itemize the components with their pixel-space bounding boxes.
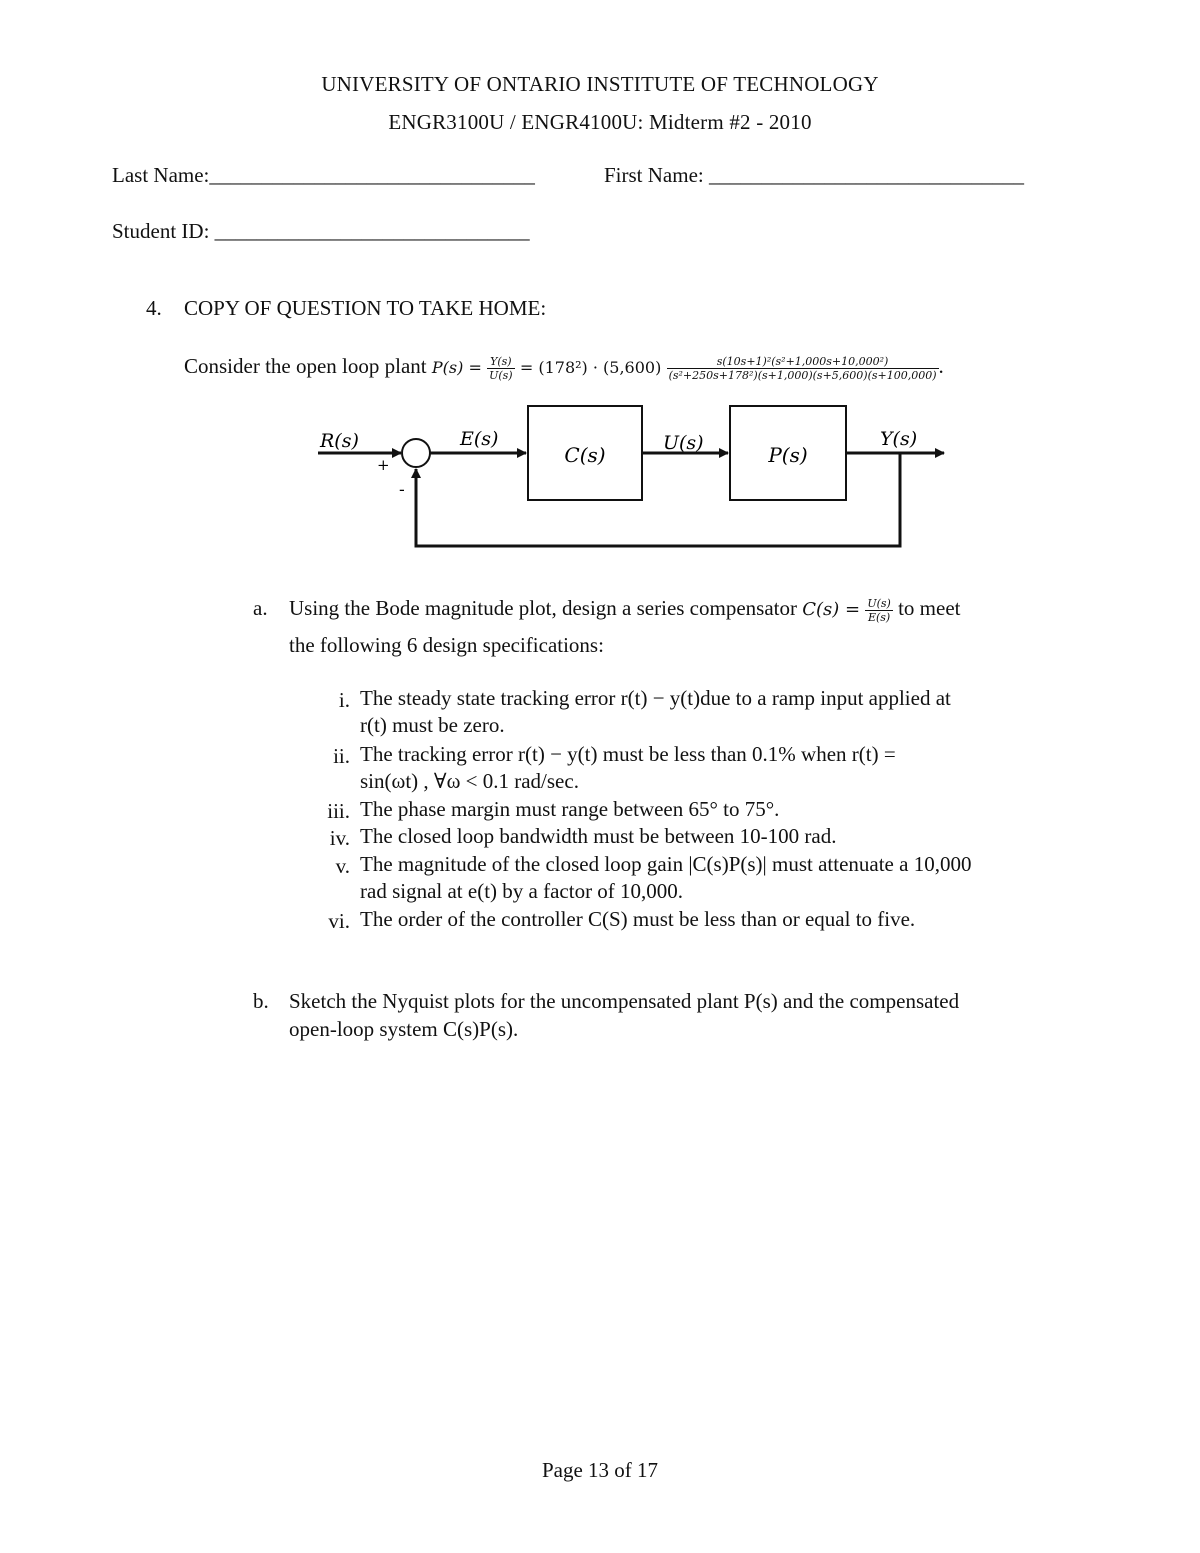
plant-gain: = (178²) · (5,600) <box>519 358 662 377</box>
compensator-numerator: U(s) <box>867 596 891 610</box>
plant-fraction-1 <box>487 356 515 381</box>
spec-number: iv. <box>329 826 350 850</box>
frac1-numerator: Y(s) <box>487 356 515 369</box>
spec-number: v. <box>335 854 350 878</box>
question-number: 4. <box>146 296 162 320</box>
spec-text: The steady state tracking error r(t) − y(t)due to a ramp input applied at <box>360 686 951 710</box>
part-b-line2: open-loop system C(s)P(s). <box>289 1017 519 1041</box>
e-label: E(s) <box>460 428 499 450</box>
spec-list <box>310 688 1110 937</box>
u-label: U(s) <box>663 432 704 454</box>
controller-label: C(s) <box>564 443 606 467</box>
spec-text: The closed loop bandwidth must be between 10-100 rad. <box>360 824 837 848</box>
part-a-line1 <box>289 596 961 623</box>
plant-trailing: . <box>938 354 944 378</box>
course-title: ENGR3100U / ENGR4100U: Midterm #2 - 2010 <box>388 110 812 134</box>
frac1-denominator: U(s) <box>489 368 513 382</box>
spec-text: rad signal at e(t) by a factor of 10,000. <box>360 879 684 903</box>
spec-text: r(t) must be zero. <box>360 713 505 737</box>
spec-number: vi. <box>328 909 350 933</box>
spec-number: i. <box>338 688 350 712</box>
compensator-denominator: E(s) <box>867 610 891 624</box>
question-title: COPY OF QUESTION TO TAKE HOME: <box>184 296 547 320</box>
spec-number: iii. <box>327 799 350 823</box>
part-a-line2: the following 6 design specifications: <box>289 633 604 657</box>
compensator-fraction <box>865 598 893 623</box>
frac2-denominator: (s²+250s+178²)(s+1,000)(s+5,600)(s+100,000) <box>668 368 937 382</box>
spec-item <box>310 909 1110 937</box>
plant-fraction-2 <box>667 356 939 381</box>
part-b-line1: Sketch the Nyquist plots for the uncompensated plant P(s) and the compensated <box>289 989 960 1013</box>
spec-text: The tracking error r(t) − y(t) must be less than 0.1% when r(t) = <box>360 742 896 766</box>
plant-intro: Consider the open loop plant <box>184 354 427 378</box>
minus-sign: - <box>399 480 405 500</box>
first-name-field[interactable]: First Name: ______________________________ <box>604 163 1024 187</box>
spec-item <box>310 826 1110 854</box>
part-a-text: Using the Bode magnitude plot, design a series compensator <box>289 596 797 620</box>
spec-number: ii. <box>333 744 350 768</box>
spec-text: The phase margin must range between 65° to 75°. <box>360 797 780 821</box>
plus-sign: + <box>377 456 390 474</box>
y-label: Y(s) <box>880 428 918 450</box>
spec-item <box>310 744 1110 799</box>
frac2-numerator: s(10s+1)²(s²+1,000s+10,000²) <box>667 356 939 369</box>
spec-text: sin(ωt) , ∀ω < 0.1 rad/sec. <box>360 769 579 793</box>
r-label: R(s) <box>320 430 359 452</box>
spec-item <box>310 854 1110 909</box>
part-b-letter: b. <box>253 989 269 1013</box>
spec-item <box>310 688 1110 744</box>
plant-equation <box>184 350 944 384</box>
block-diagram <box>0 390 1200 560</box>
student-id-field[interactable]: Student ID: ______________________________ <box>112 219 530 243</box>
last-name-field[interactable]: Last Name:_______________________________ <box>112 163 535 187</box>
summing-junction <box>402 439 430 467</box>
page-number: Page 13 of 17 <box>541 1458 659 1482</box>
plant-lhs: P(s) = <box>431 358 482 377</box>
spec-text: The order of the controller C(S) must be less than or equal to five. <box>360 907 916 931</box>
university-title: UNIVERSITY OF ONTARIO INSTITUTE OF TECHNOLOGY <box>321 72 879 96</box>
plant-label: P(s) <box>768 443 808 467</box>
part-a-text-after: to meet <box>898 596 961 620</box>
part-a-letter: a. <box>253 596 268 620</box>
spec-text: The magnitude of the closed loop gain |C(s)P(s)| must attenuate a 10,000 <box>360 852 972 876</box>
spec-item <box>310 799 1110 826</box>
compensator-lhs: C(s) = <box>802 599 861 620</box>
